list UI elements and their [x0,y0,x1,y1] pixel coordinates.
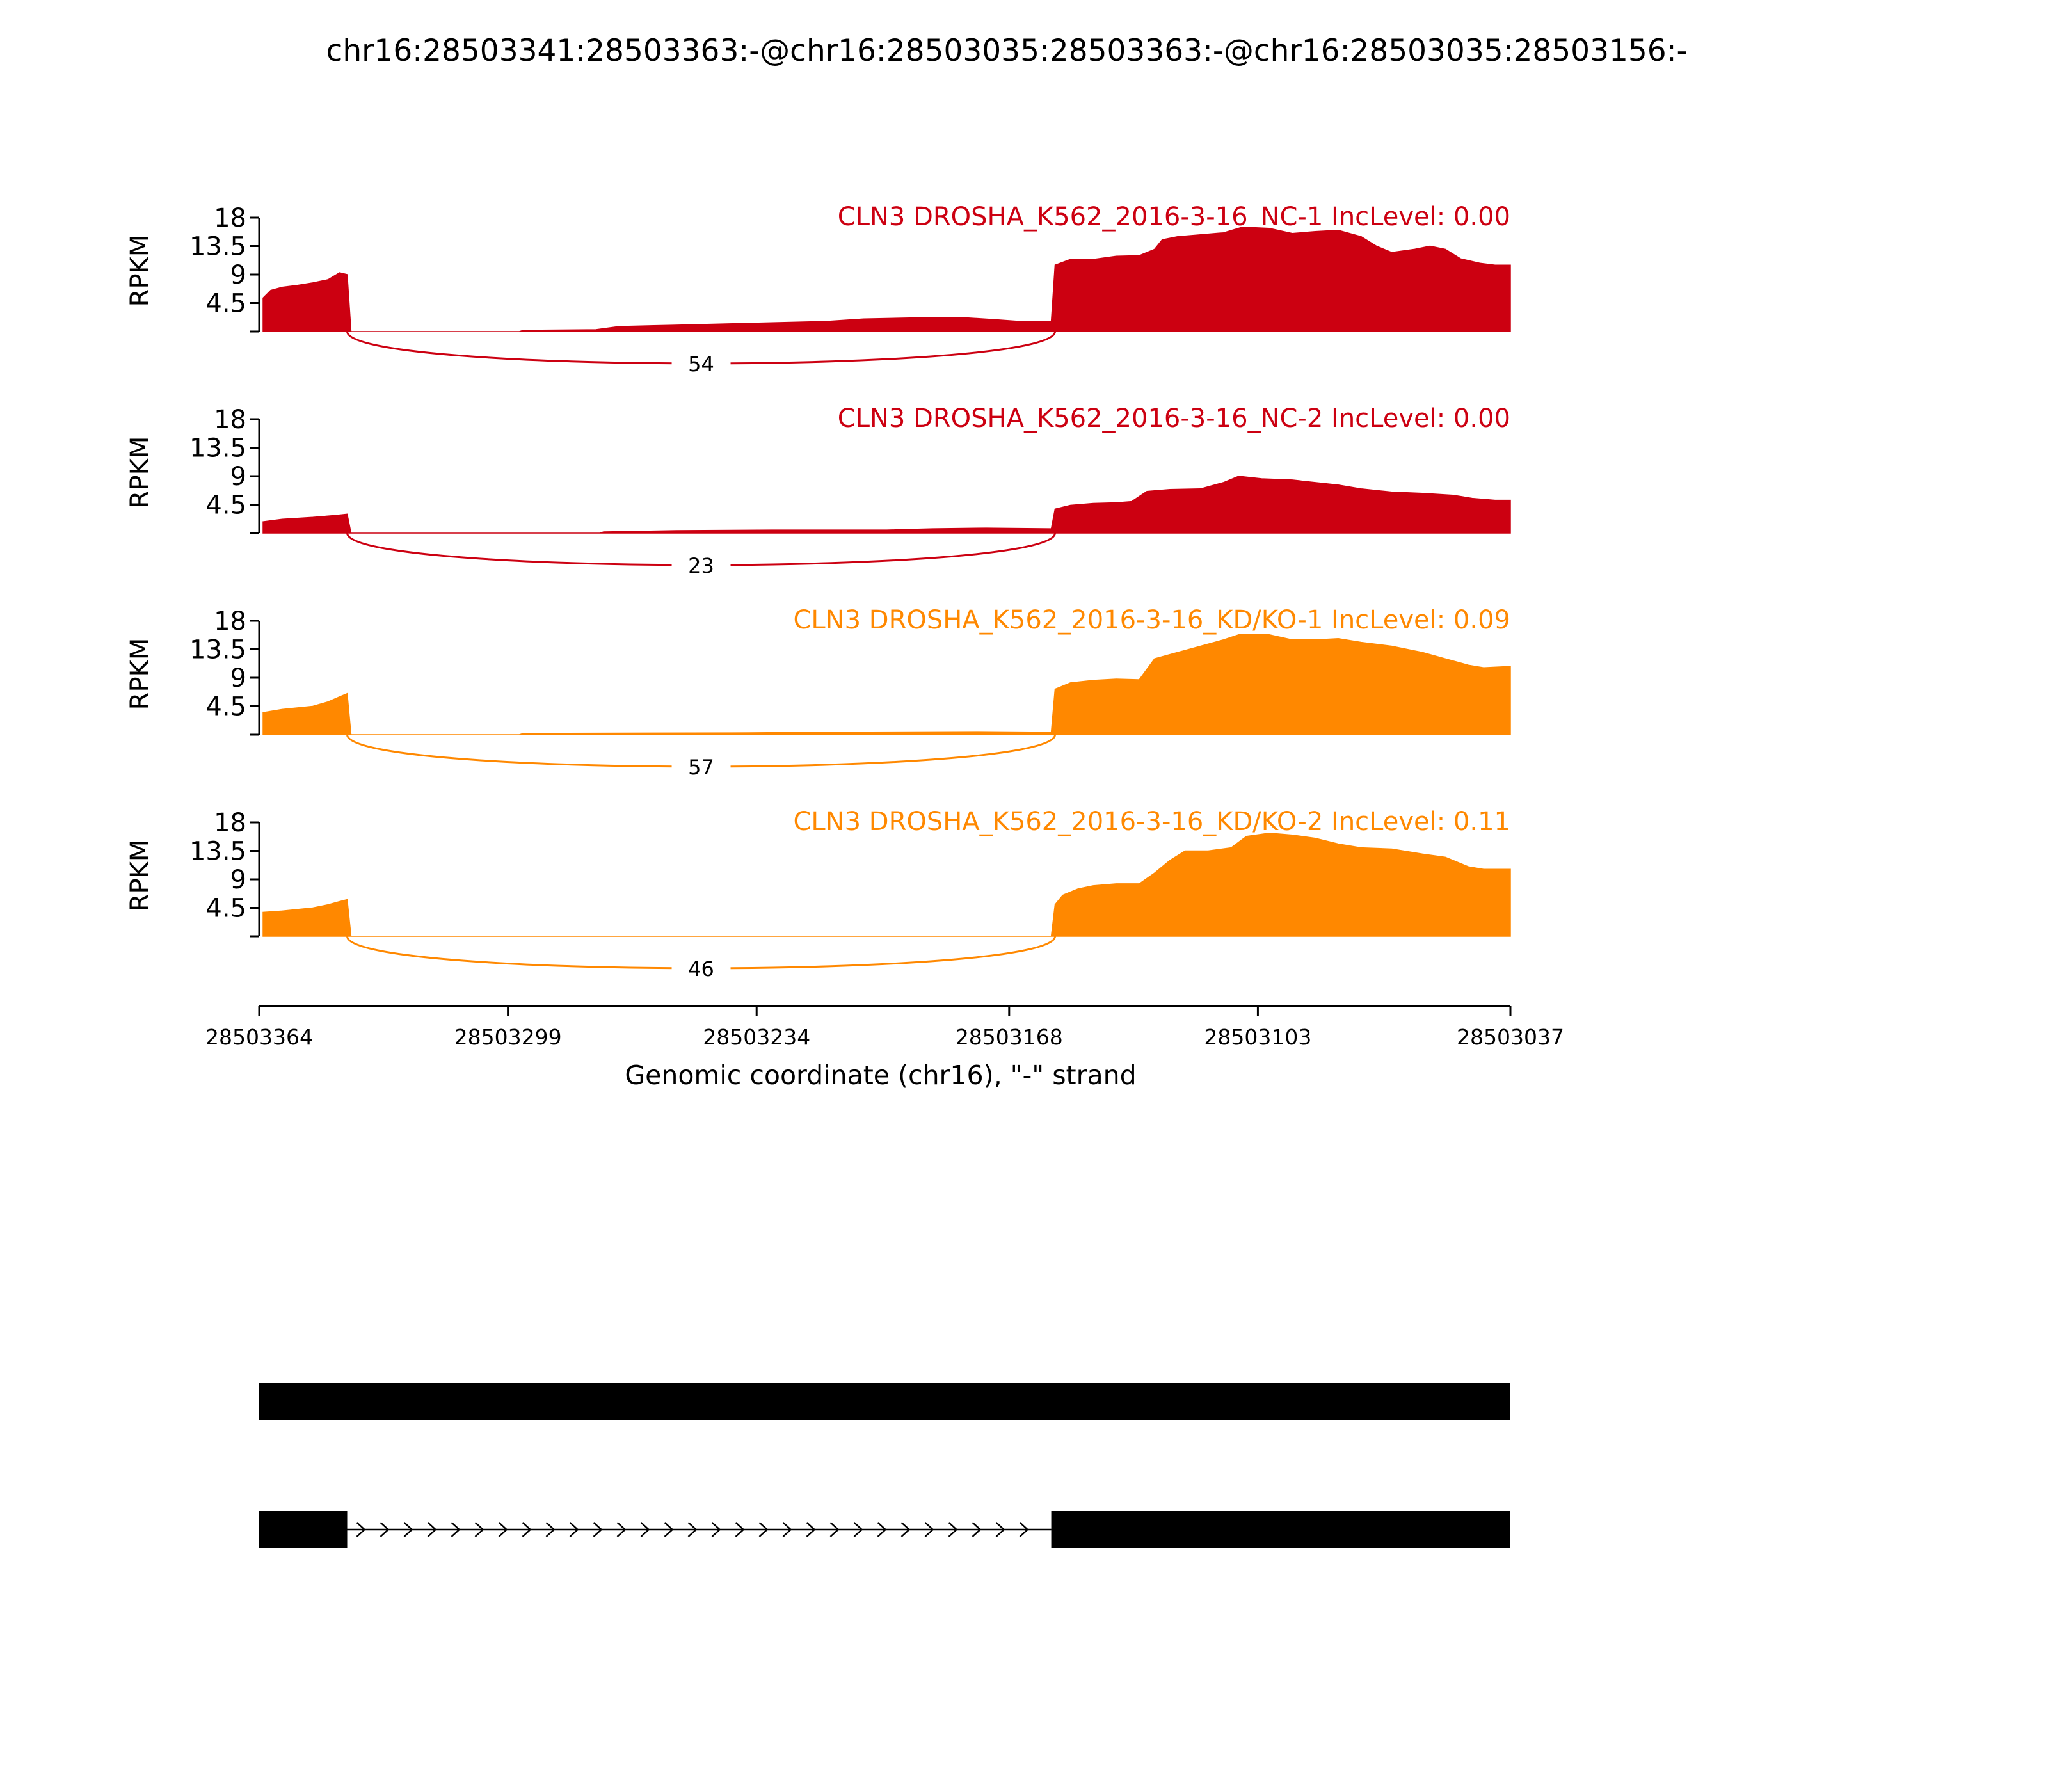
coverage-area [263,476,1510,533]
coverage-tracks [125,202,1510,982]
x-tick-label: 28503168 [955,1025,1063,1050]
y-tick-label: 4.5 [205,289,246,319]
track-2 [125,404,1510,579]
y-axis [125,607,259,735]
x-tick-label: 28503103 [1204,1025,1312,1050]
track-label: CLN3 DROSHA_K562_2016-3-16_NC-1 IncLevel: 0.00 [837,202,1510,232]
y-tick-label: 9 [230,664,246,693]
y-tick-label: 13.5 [189,433,246,463]
track-label: CLN3 DROSHA_K562_2016-3-16_NC-2 IncLevel: 0.00 [837,404,1510,433]
y-tick-label: 18 [214,204,246,233]
track-4 [125,807,1510,982]
y-tick-label: 4.5 [205,490,246,520]
y-tick-label: 18 [214,808,246,838]
track-label: CLN3 DROSHA_K562_2016-3-16_KD/KO-1 IncLevel: 0.09 [793,605,1510,635]
transcript-2 [259,1511,1510,1548]
figure-title: chr16:28503341:28503363:-@chr16:28503035:28503363:-@chr16:28503035:28503156:- [326,33,1688,68]
y-tick-label: 9 [230,462,246,492]
x-tick-label: 28503234 [703,1025,811,1050]
y-tick-label: 13.5 [189,836,246,867]
exon-block [259,1383,1510,1420]
y-tick-label: 4.5 [205,692,246,722]
y-axis [125,405,259,533]
y-axis [125,808,259,936]
y-tick-label: 9 [230,260,246,290]
y-tick-label: 13.5 [189,635,246,665]
y-axis-label: RPKM [125,436,155,509]
junction-count: 54 [688,352,714,376]
junction-count: 57 [688,755,714,780]
track-3 [125,605,1510,781]
x-axis [205,1006,1564,1050]
exon-block [259,1511,348,1548]
y-tick-label: 13.5 [189,232,246,262]
y-axis-label: RPKM [125,637,155,710]
coverage-area [263,833,1510,936]
track-label: CLN3 DROSHA_K562_2016-3-16_KD/KO-2 IncLevel: 0.11 [793,807,1510,836]
y-axis-label: RPKM [125,839,155,912]
junction-count: 46 [688,957,714,981]
gene-structure [259,1383,1510,1548]
x-tick-label: 28503364 [205,1025,313,1050]
x-tick-label: 28503037 [1457,1025,1564,1050]
y-tick-label: 4.5 [205,893,246,924]
track-1 [125,202,1510,378]
y-tick-label: 18 [214,405,246,435]
x-axis-label: Genomic coordinate (chr16), "-" strand [625,1060,1137,1091]
junction-count: 23 [688,554,714,578]
coverage-area [263,635,1510,735]
y-tick-label: 9 [230,865,246,895]
transcript-1 [259,1383,1510,1420]
exon-block [1052,1511,1510,1548]
x-tick-label: 28503299 [454,1025,562,1050]
coverage-area [263,227,1510,332]
y-tick-label: 18 [214,607,246,636]
y-axis [125,204,259,332]
y-axis-label: RPKM [125,234,155,307]
